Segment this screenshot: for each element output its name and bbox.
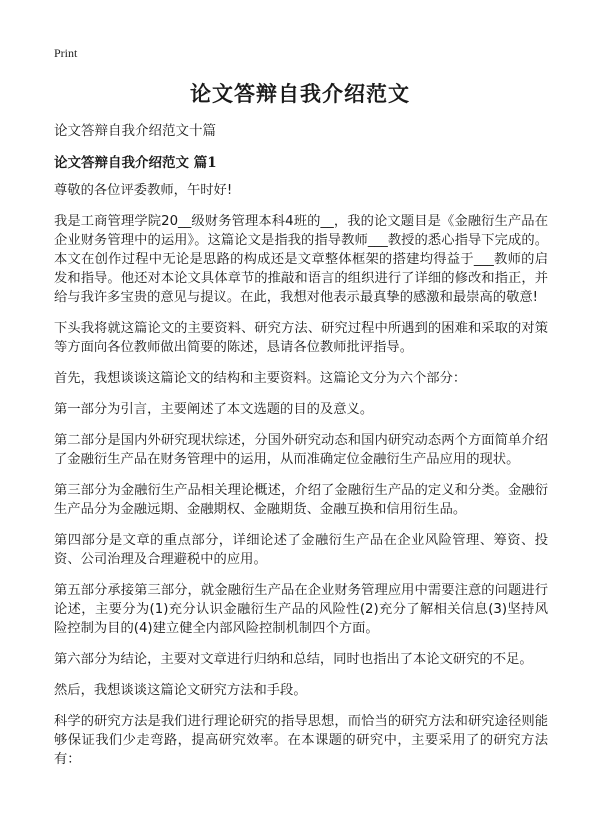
paragraph-part-five: 第五部分承接第三部分，就金融衍生产品在企业财务管理应用中需要注意的问题进行论述，主要分为(1)充分认识金融衍生产品的风险性(2)充分了解相关信息(3)坚持风险控制为目的(4)建立健全内部风险控制机制四个方面。	[54, 583, 548, 636]
paragraph-part-four: 第四部分是文章的重点部分，详细论述了金融衍生产品在企业风险管理、筹资、投资、公司治理及合理避税中的应用。	[54, 533, 548, 567]
paragraph-overview: 下头我将就这篇论文的主要资料、研究方法、研究过程中所遇到的困难和采取的对策等方面向各位教师做出简要的陈述，恳请各位教师批评指导。	[54, 321, 548, 355]
section-heading: 论文答辩自我介绍范文 篇1	[54, 155, 217, 171]
paragraph-part-six: 第六部分为结论，主要对文章进行归纳和总结，同时也指出了本论文研究的不足。	[54, 652, 533, 667]
document-subtitle: 论文答辩自我介绍范文十篇	[54, 123, 216, 139]
page-title: 论文答辩自我介绍范文	[190, 81, 410, 106]
paragraph-introduction: 我是工商管理学院20__级财务管理本科4班的__，我的论文题目是《金融衍生产品在企业财务管理中的运用》。这篇论文是指我的指导教师___教授的悉心指导下完成的。本文在创作过程中无论是思路的构成还是文章整体框架的搭建均得益于___教师的启发和指导。他还对本论文具体章节的推敲和语言的组织进行了详细的修改和指正，并给与我许多宝贵的意见与提议。在此，我想对他表示最真挚的感激和最崇高的敬意!	[54, 214, 548, 305]
paragraph-structure-intro: 首先，我想谈谈这篇论文的结构和主要资料。这篇论文分为六个部分：	[54, 371, 467, 386]
paragraph-methods-intro: 然后，我想谈谈这篇论文研究方法和手段。	[54, 683, 307, 698]
paragraph-part-three: 第三部分为金融衍生产品相关理论概述，介绍了金融衍生产品的定义和分类。金融衍生产品分为金融远期、金融期权、金融期货、金融互换和信用衍生品。	[54, 483, 548, 517]
paragraph-part-one: 第一部分为引言，主要阐述了本文选题的目的及意义。	[54, 402, 374, 417]
print-link[interactable]: Print	[54, 46, 78, 60]
paragraph-part-two: 第二部分是国内外研究现状综述，分国外研究动态和国内研究动态两个方面简单介绍了金融衍生产品在财务管理中的运用，从而准确定位金融衍生产品应用的现状。	[54, 433, 548, 467]
paragraph-greeting: 尊敬的各位评委教师，午时好!	[54, 183, 233, 198]
paragraph-methods: 科学的研究方法是我们进行理论研究的指导思想，而恰当的研究方法和研究途径则能够保证我们少走弯路，提高研究效率。在本课题的研究中，主要采用了的研究方法有：	[54, 714, 548, 767]
document-body	[54, 181, 548, 781]
